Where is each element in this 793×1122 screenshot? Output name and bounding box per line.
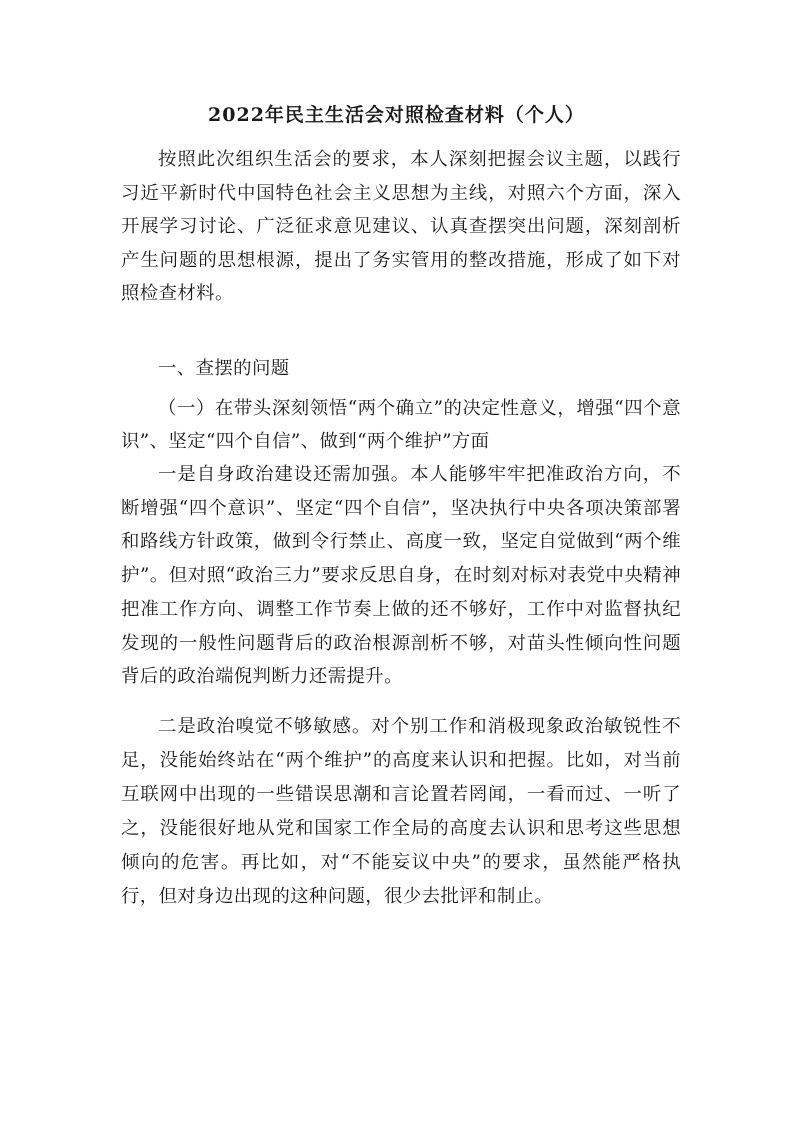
intro-paragraph: 按照此次组织生活会的要求，本人深刻把握会议主题，以践行习近平新时代中国特色社会主义思想为主线，对照六个方面，深入开展学习讨论、广泛征求意见建议、认真查摆突出问题，深刻剖析产生问题的思想根源，提出了务实管用的整改措施，形成了如下对照检查材料。 — [121, 149, 681, 305]
section-heading: 一、查摆的问题 — [158, 358, 290, 379]
paragraph-political-construction: 一是自身政治建设还需加强。本人能够牢牢把准政治方向，不断增强“四个意识”、坚定“四个自信”，坚决执行中央各项决策部署和路线方针政策，做到令行禁止、高度一致，坚定自觉做到“两个维护”。但对照“政治三力”要求反思自身，在时刻对标对表党中央精神把准工作方向、调整工作节奏上做的还不够好，工作中对监督执纪发现的一般性问题背后的政治根源剖析不够，对苗头性倾向性问题背后的政治端倪判断力还需提升。 — [121, 464, 681, 688]
subsection-heading: （一）在带头深刻领悟“两个确立”的决定性意义，增强“四个意识”、坚定“四个自信”、做到“两个维护”方面 — [121, 398, 681, 452]
document-title: 2022年民主生活会对照检查材料（个人） — [208, 104, 585, 126]
paragraph-political-sensitivity: 二是政治嗅觉不够敏感。对个别工作和消极现象政治敏锐性不足，没能始终站在“两个维护”的高度来认识和把握。比如，对当前互联网中出现的一些错误思潮和言论置若罔闻，一看而过、一听了之，没能很好地从党和国家工作全局的高度去认识和思考这些思想倾向的危害。再比如，对“不能妄议中央”的要求，虽然能严格执行，但对身边出现的这种问题，很少去批评和制止。 — [121, 716, 681, 907]
